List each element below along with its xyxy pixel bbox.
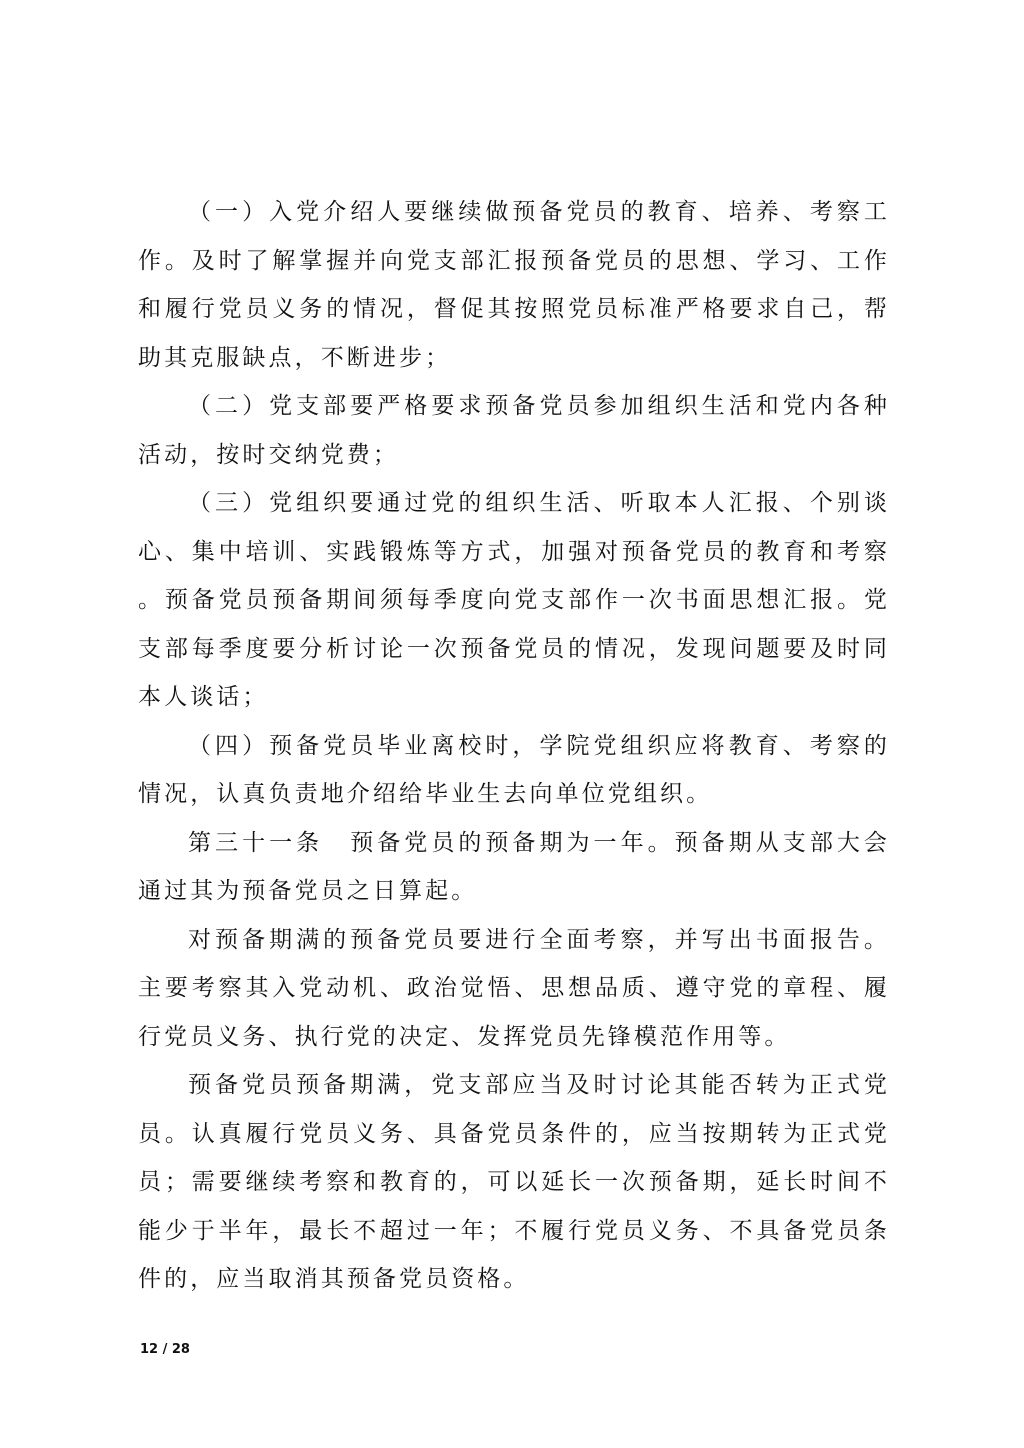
article-31-paragraph: 第三十一条 预备党员的预备期为一年。预备期从支部大会通过其为预备党员之日算起。 bbox=[138, 829, 890, 904]
paragraph-item-3: （三）党组织要通过党的组织生活、听取本人汇报、个别谈心、集中培训、实践锻炼等方式，加强对预备党员的教育和考察。预备党员预备期间须每季度向党支部作一次书面思想汇报。党支部每季度要分析讨论一次预备党员的情况，发现问题要及时同本人谈话； bbox=[138, 490, 890, 710]
probation-review-paragraph: 对预备期满的预备党员要进行全面考察，并写出书面报告。主要考察其入党动机、政治觉悟、思想品质、遵守党的章程、履行党员义务、执行党的决定、发挥党员先锋模范作用等。 bbox=[138, 926, 890, 1050]
paragraph-item-1: （一）入党介绍人要继续做预备党员的教育、培养、考察工作。及时了解掌握并向党支部汇报预备党员的思想、学习、工作和履行党员义务的情况，督促其按照党员标准严格要求自己，帮助其克服缺点，不断进步； bbox=[138, 199, 890, 371]
paragraph-item-2: （二）党支部要严格要求预备党员参加组织生活和党内各种活动，按时交纳党费； bbox=[138, 393, 890, 468]
paragraph-item-4: （四）预备党员毕业离校时，学院党组织应将教育、考察的情况，认真负责地介绍给毕业生去向单位党组织。 bbox=[138, 732, 890, 807]
page-number: 12 / 28 bbox=[140, 1342, 190, 1357]
probation-end-paragraph: 预备党员预备期满，党支部应当及时讨论其能否转为正式党员。认真履行党员义务、具备党员条件的，应当按期转为正式党员；需要继续考察和教育的，可以延长一次预备期，延长时间不能少于半年，最长不超过一年；不履行党员义务、不具备党员条件的，应当取消其预备党员资格。 bbox=[138, 1072, 890, 1292]
document-body bbox=[138, 188, 890, 1304]
